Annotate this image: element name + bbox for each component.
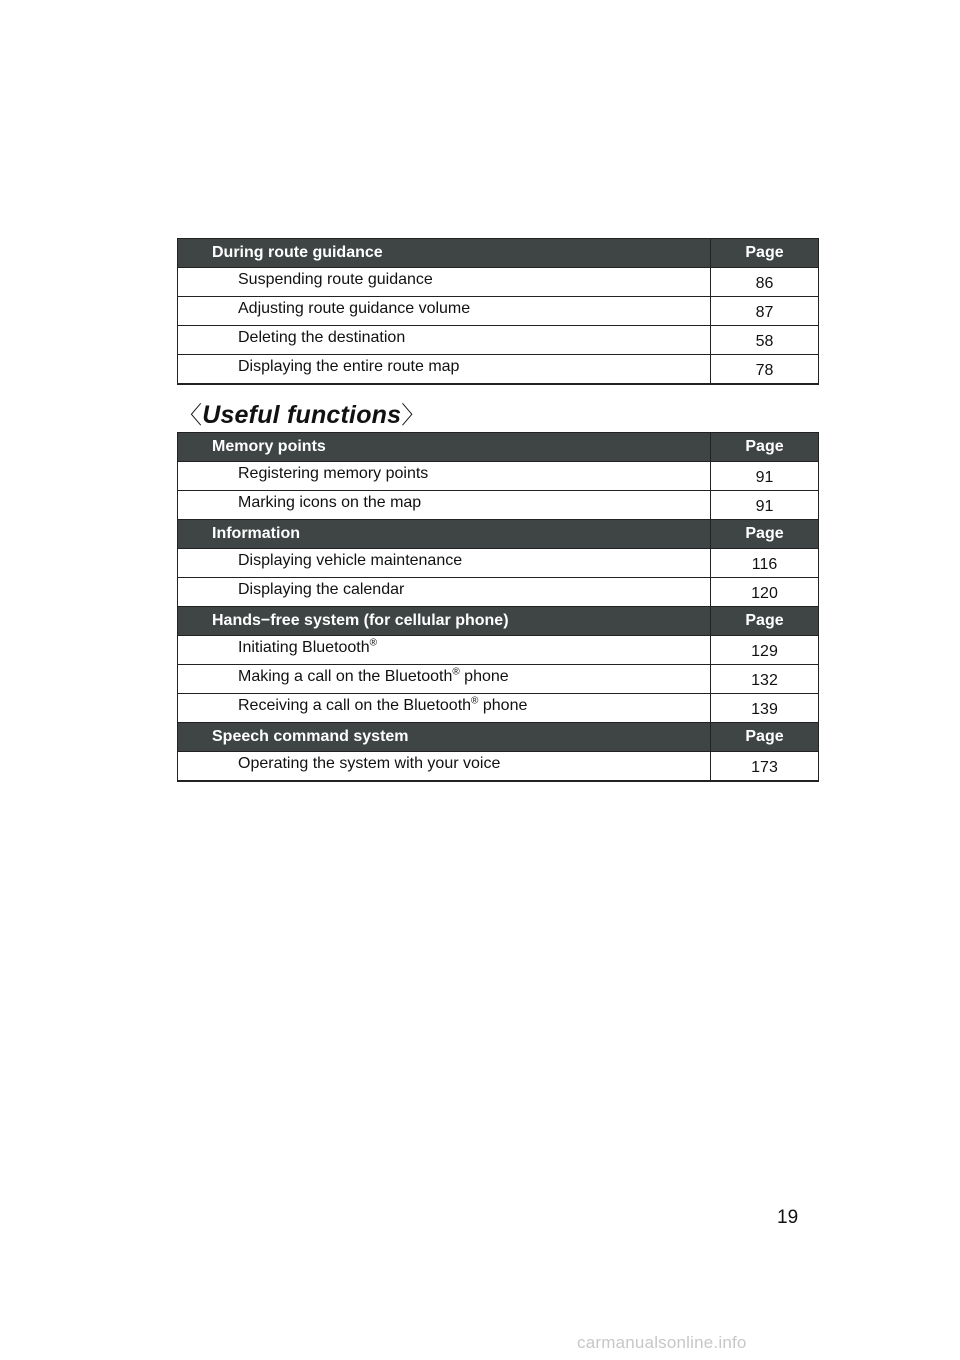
useful-functions-table [177,432,819,782]
table-row [178,578,819,607]
watermark: carmanualsonline.info [577,1333,747,1352]
table-header-information [178,520,819,549]
table-row [178,355,819,385]
header-label: Hands−free system (for cellular phone) [178,607,711,636]
row-page: 86 [755,275,774,292]
header-page: Page [711,433,819,462]
row-item: Displaying vehicle maintenance [178,547,711,576]
header-page: Page [711,723,819,752]
registered-mark: ® [369,637,378,649]
row-page: 132 [751,672,778,689]
table-header [178,239,819,268]
row-item: Receiving a call on the Bluetooth® phone [178,692,711,721]
row-item: Displaying the entire route map [178,353,711,383]
open-bracket: 〈 [178,402,203,429]
header-label: Speech command system [178,723,711,752]
row-page: 78 [755,362,774,379]
table-row [178,665,819,694]
row-page: 116 [751,556,778,573]
registered-mark: ® [471,695,479,707]
row-item: Marking icons on the map [178,489,711,518]
header-page: Page [711,520,819,549]
row-page: 120 [751,585,778,602]
section-title [178,395,425,430]
row-item: Deleting the destination [178,324,711,353]
registered-mark: ® [452,666,460,678]
header-label: Information [178,520,711,549]
table-row [178,549,819,578]
row-item: Displaying the calendar [178,576,711,605]
table-row [178,694,819,723]
row-page: 91 [755,469,774,486]
row-page: 91 [755,498,774,515]
table-row [178,636,819,665]
row-item: Suspending route guidance [178,266,711,295]
page-number: 19 [777,1207,799,1228]
row-page: 139 [751,701,778,718]
table-row [178,326,819,355]
row-item: Adjusting route guidance volume [178,295,711,324]
table-row [178,491,819,520]
row-page: 129 [751,643,778,660]
table-row [178,752,819,782]
row-item: Registering memory points [178,460,711,489]
header-page: Page [711,239,819,268]
header-label: During route guidance [178,239,711,268]
table-row [178,462,819,491]
row-item: Making a call on the Bluetooth® phone [178,663,711,692]
table-header-handsfree [178,607,819,636]
close-bracket: 〉 [401,402,426,429]
row-page: 58 [755,333,774,350]
header-page: Page [711,607,819,636]
row-page: 87 [755,304,774,321]
header-label: Memory points [178,433,711,462]
row-page: 173 [751,759,778,776]
table-header-memory [178,433,819,462]
table-row [178,297,819,326]
row-item: Initiating Bluetooth® [178,634,711,663]
section-title-text: Useful functions [202,401,402,429]
table-row [178,268,819,297]
row-item: Operating the system with your voice [178,750,711,780]
table-header-speech [178,723,819,752]
route-guidance-table [177,238,819,385]
